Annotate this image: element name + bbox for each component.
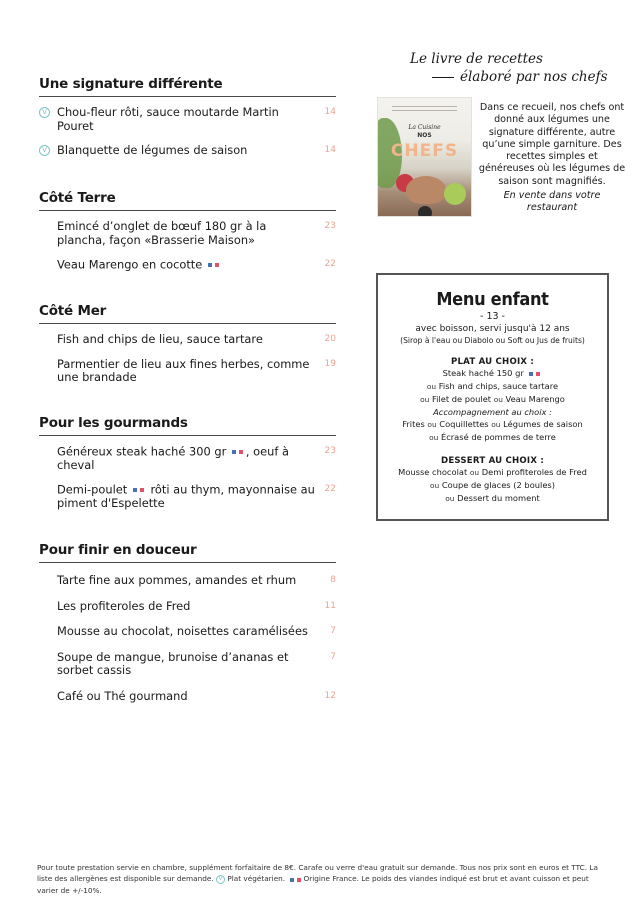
origin-france-icon	[288, 874, 302, 885]
kids-line	[378, 367, 607, 380]
menu-item-name: Soupe de mangue, brunoise d’ananas et sorbet cassis	[57, 649, 289, 677]
book-description: Dans ce recueil, nos chefs ont donné aux légumes une signature différente, autre qu’une simple garniture. Des recettes simples et généreuses où les légumes de saison sont magnifiés.	[478, 102, 626, 187]
cover-mushroom	[406, 176, 446, 204]
section-title: Pour les gourmands	[39, 415, 336, 436]
menu-item-name: Tarte fine aux pommes, amandes et rhum	[57, 573, 297, 587]
plat-option: Steak haché 150 gr	[442, 368, 524, 378]
menu-item-price: 23	[324, 221, 336, 231]
menu-item-name: Les profiteroles de Fred	[57, 598, 191, 613]
book-title-line2-text: élaboré par nos chefs	[460, 69, 608, 85]
menu-item-name: Parmentier de lieu aux fines herbes, comme une brandade	[57, 356, 310, 384]
vegetarian-icon: V	[216, 875, 225, 884]
menu-item-name: Fish and chips de lieu, sauce tartare	[57, 332, 263, 346]
footer-text: Le poids des viandes indiqué est brut et avant cuisson et peut varier de +/-10%.	[37, 874, 589, 895]
menu-item-name	[57, 483, 336, 510]
vegetarian-icon: V	[39, 145, 50, 156]
menu-item-name: Emincé d’onglet de bœuf 180 gr à la plancha, façon «Brasserie Maison»	[57, 219, 267, 247]
menu-item-name-text: Veau Marengo en cocotte	[57, 257, 203, 272]
section-title: Une signature différente	[39, 76, 336, 97]
kids-menu-box	[376, 273, 609, 521]
plat-option: Filet de poulet	[432, 393, 492, 404]
kids-line	[378, 418, 607, 431]
dash-divider	[432, 77, 454, 78]
plat-option: Fish and chips, sauce tartare	[438, 380, 559, 391]
menu-item	[39, 220, 336, 247]
menu-section-desserts	[39, 542, 336, 714]
publisher-logo	[418, 206, 432, 217]
dessert-title: DESSERT AU CHOIX :	[441, 455, 544, 466]
menu-item-price: 22	[324, 259, 336, 269]
menu-item-price: 11	[324, 600, 336, 611]
menu-section-terre	[39, 190, 336, 283]
footer-veg-label: Plat végétarien.	[227, 874, 286, 883]
menu-item-name: Café ou Thé gourmand	[57, 688, 188, 703]
kids-line	[378, 380, 607, 393]
section-title: Pour finir en douceur	[39, 542, 336, 563]
book-title-line2	[402, 68, 612, 86]
footer-origin-label: Origine France.	[303, 874, 359, 883]
menu-item-name	[57, 258, 336, 272]
plat-option: Veau Marengo	[505, 393, 565, 404]
menu-item-price: 14	[324, 107, 336, 117]
menu-item	[39, 483, 336, 510]
dessert-option: Mousse chocolat	[398, 466, 468, 477]
menu-item	[39, 574, 336, 588]
book-title-line1: Le livre de recettes	[410, 51, 543, 67]
ou-text: ou	[429, 480, 440, 490]
side-option: Coquillettes	[439, 418, 489, 429]
ou-text: ou	[469, 467, 480, 477]
menu-item	[39, 625, 336, 639]
menu-item-name-part: rôti au thym, mayonnaise au piment d'Espelette	[57, 482, 315, 510]
plat-title: PLAT AU CHOIX :	[450, 357, 535, 367]
ou-text: ou	[429, 432, 439, 442]
cover-chefs: CHEFS	[390, 141, 459, 161]
menu-item	[39, 333, 336, 347]
ou-text: ou	[493, 394, 503, 404]
dessert-option: Dessert du moment	[457, 492, 540, 503]
footer-legal-note	[37, 862, 612, 896]
kids-menu-subtitle: avec boisson, servi jusqu'à 12 ans	[415, 324, 570, 334]
menu-item-price: 8	[330, 575, 336, 585]
cover-tagline	[392, 106, 457, 111]
cover-nos: NOS	[417, 132, 432, 139]
kids-menu-price: - 13 -	[480, 311, 505, 322]
vegetarian-icon: V	[39, 107, 50, 118]
menu-item-name: Chou-fleur rôti, sauce moutarde Martin Pouret	[57, 105, 279, 133]
menu-item-name	[57, 445, 336, 472]
kids-line	[378, 431, 607, 444]
menu-item	[39, 258, 336, 272]
book-title	[402, 50, 612, 86]
menu-item	[39, 690, 336, 704]
side-option: Légumes de saison	[503, 418, 583, 429]
menu-item-name-part: , oeuf à cheval	[57, 444, 289, 472]
menu-item	[39, 358, 336, 385]
menu-item	[39, 651, 336, 678]
section-title: Côté Mer	[39, 303, 336, 324]
cover-brand: La Cuisine	[408, 124, 441, 131]
menu-item-name: Blanquette de légumes de saison	[57, 143, 248, 157]
accompaniment-title: Accompagnement au choix :	[433, 406, 552, 417]
dessert-option: Demi profiteroles de Fred	[481, 466, 587, 477]
menu-item-price: 12	[324, 690, 336, 701]
kids-line	[378, 393, 607, 406]
menu-item-price: 20	[324, 334, 336, 344]
origin-france-icon	[231, 445, 245, 459]
menu-section-mer	[39, 303, 336, 396]
menu-item	[39, 106, 336, 133]
ou-text: ou	[427, 419, 437, 429]
menu-item-price: 14	[324, 145, 336, 155]
cover-apple	[444, 183, 466, 205]
menu-item-name: Mousse au chocolat, noisettes caramélisées	[57, 624, 308, 638]
menu-item-price: 23	[324, 446, 336, 456]
footer-text: Pour toute prestation servie en chambre, supplément forfaitaire de 8€. Carafe ou verre d'eau gratuit sur demande. Tous nos prix sont en euros et TTC. La liste des allergènes est disponible sur demande.	[37, 863, 598, 883]
menu-item-price: 19	[324, 358, 336, 369]
kids-menu-title: Menu enfant	[436, 289, 549, 310]
menu-item-price: 22	[324, 484, 336, 495]
side-option: Frites	[402, 418, 425, 429]
menu-item-name-part: Généreux steak haché 300 gr	[57, 444, 227, 459]
menu-section-gourmands	[39, 415, 336, 522]
kids-menu-drinks: (Sirop à l'eau ou Diabolo ou Soft ou Jus de fruits)	[400, 336, 585, 345]
ou-text: ou	[426, 381, 437, 391]
dessert-option: Coupe de glaces (2 boules)	[441, 479, 555, 490]
menu-item	[39, 600, 336, 614]
kids-line	[378, 466, 607, 479]
ou-text: ou	[491, 419, 501, 429]
menu-item	[39, 445, 336, 472]
side-option: Écrasé de pommes de terre	[440, 431, 556, 442]
kids-line	[378, 492, 607, 505]
origin-france-icon	[207, 258, 221, 272]
origin-france-icon	[527, 368, 541, 380]
menu-item-price: 7	[330, 626, 336, 636]
book-sale-note: En vente dans votre restaurant	[503, 190, 601, 214]
menu-item-price: 7	[330, 651, 336, 662]
section-title: Côté Terre	[39, 190, 336, 211]
menu-section-signature	[39, 76, 336, 169]
ou-text: ou	[445, 493, 455, 503]
menu-item-name-part: Demi-poulet	[57, 482, 128, 497]
menu-item	[39, 144, 336, 158]
kids-line	[378, 479, 607, 492]
origin-france-icon	[132, 483, 146, 497]
ou-text: ou	[420, 394, 430, 404]
book-cover-image	[377, 97, 472, 217]
